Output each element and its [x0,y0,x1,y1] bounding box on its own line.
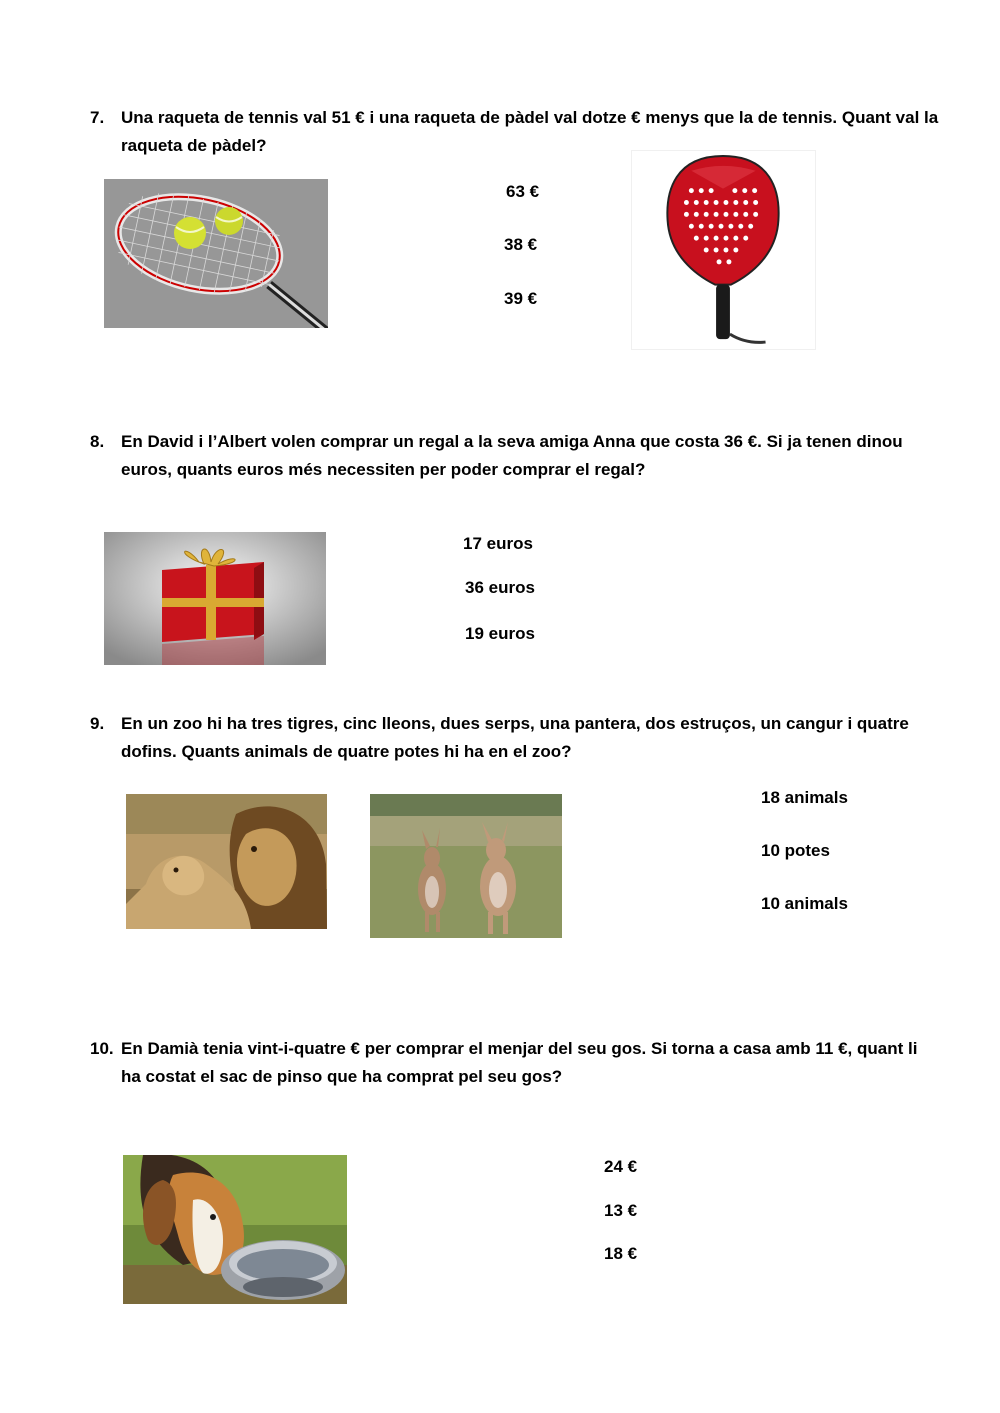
gift-box-image [104,532,326,665]
question-7-option-1[interactable]: 63 € [506,182,540,201]
question-8-option-3[interactable]: 19 euros [465,624,535,643]
question-8 [90,428,940,484]
kangaroos-image [370,794,562,938]
question-9 [90,710,940,766]
question-8-number: 8. [90,432,105,451]
lions-image [126,794,327,929]
question-9-number: 9. [90,714,105,733]
question-8-text: En David i l’Albert volen comprar un regal a la seva amiga Anna que costa 36 €. Si ja tenen dinou euros, quants euros més necessiten per poder comprar el regal? [121,432,903,479]
question-10-text: En Damià tenia vint-i-quatre € per comprar el menjar del seu gos. Si torna a casa amb 11 €, quant li ha costat el sac de pinso que ha comprat pel seu gos? [121,1039,918,1086]
question-10-option-3[interactable]: 18 € [604,1244,638,1263]
question-8-option-1[interactable]: 17 euros [463,534,533,553]
question-10 [90,1035,940,1091]
dog-drinking-image [123,1155,347,1304]
question-10-number: 10. [90,1039,114,1058]
question-9-option-3[interactable]: 10 animals [761,894,848,913]
question-7-option-3[interactable]: 39 € [504,289,538,308]
question-9-option-2[interactable]: 10 potes [761,841,830,860]
tennis-racket-image [104,179,328,328]
padel-racket-image [631,150,816,350]
question-10-option-2[interactable]: 13 € [604,1201,638,1220]
question-8-option-2[interactable]: 36 euros [465,578,535,597]
question-7-text: Una raqueta de tennis val 51 € i una raqueta de pàdel val dotze € menys que la de tennis. Quant val la raqueta de pàdel? [121,108,939,155]
question-7-option-2[interactable]: 38 € [504,235,538,254]
question-9-option-1[interactable]: 18 animals [761,788,848,807]
question-10-option-1[interactable]: 24 € [604,1157,638,1176]
question-7-number: 7. [90,108,105,127]
question-9-text: En un zoo hi ha tres tigres, cinc lleons, dues serps, una pantera, dos estruços, un cangur i quatre dofins. Quants animals de quatre potes hi ha en el zoo? [121,714,909,761]
